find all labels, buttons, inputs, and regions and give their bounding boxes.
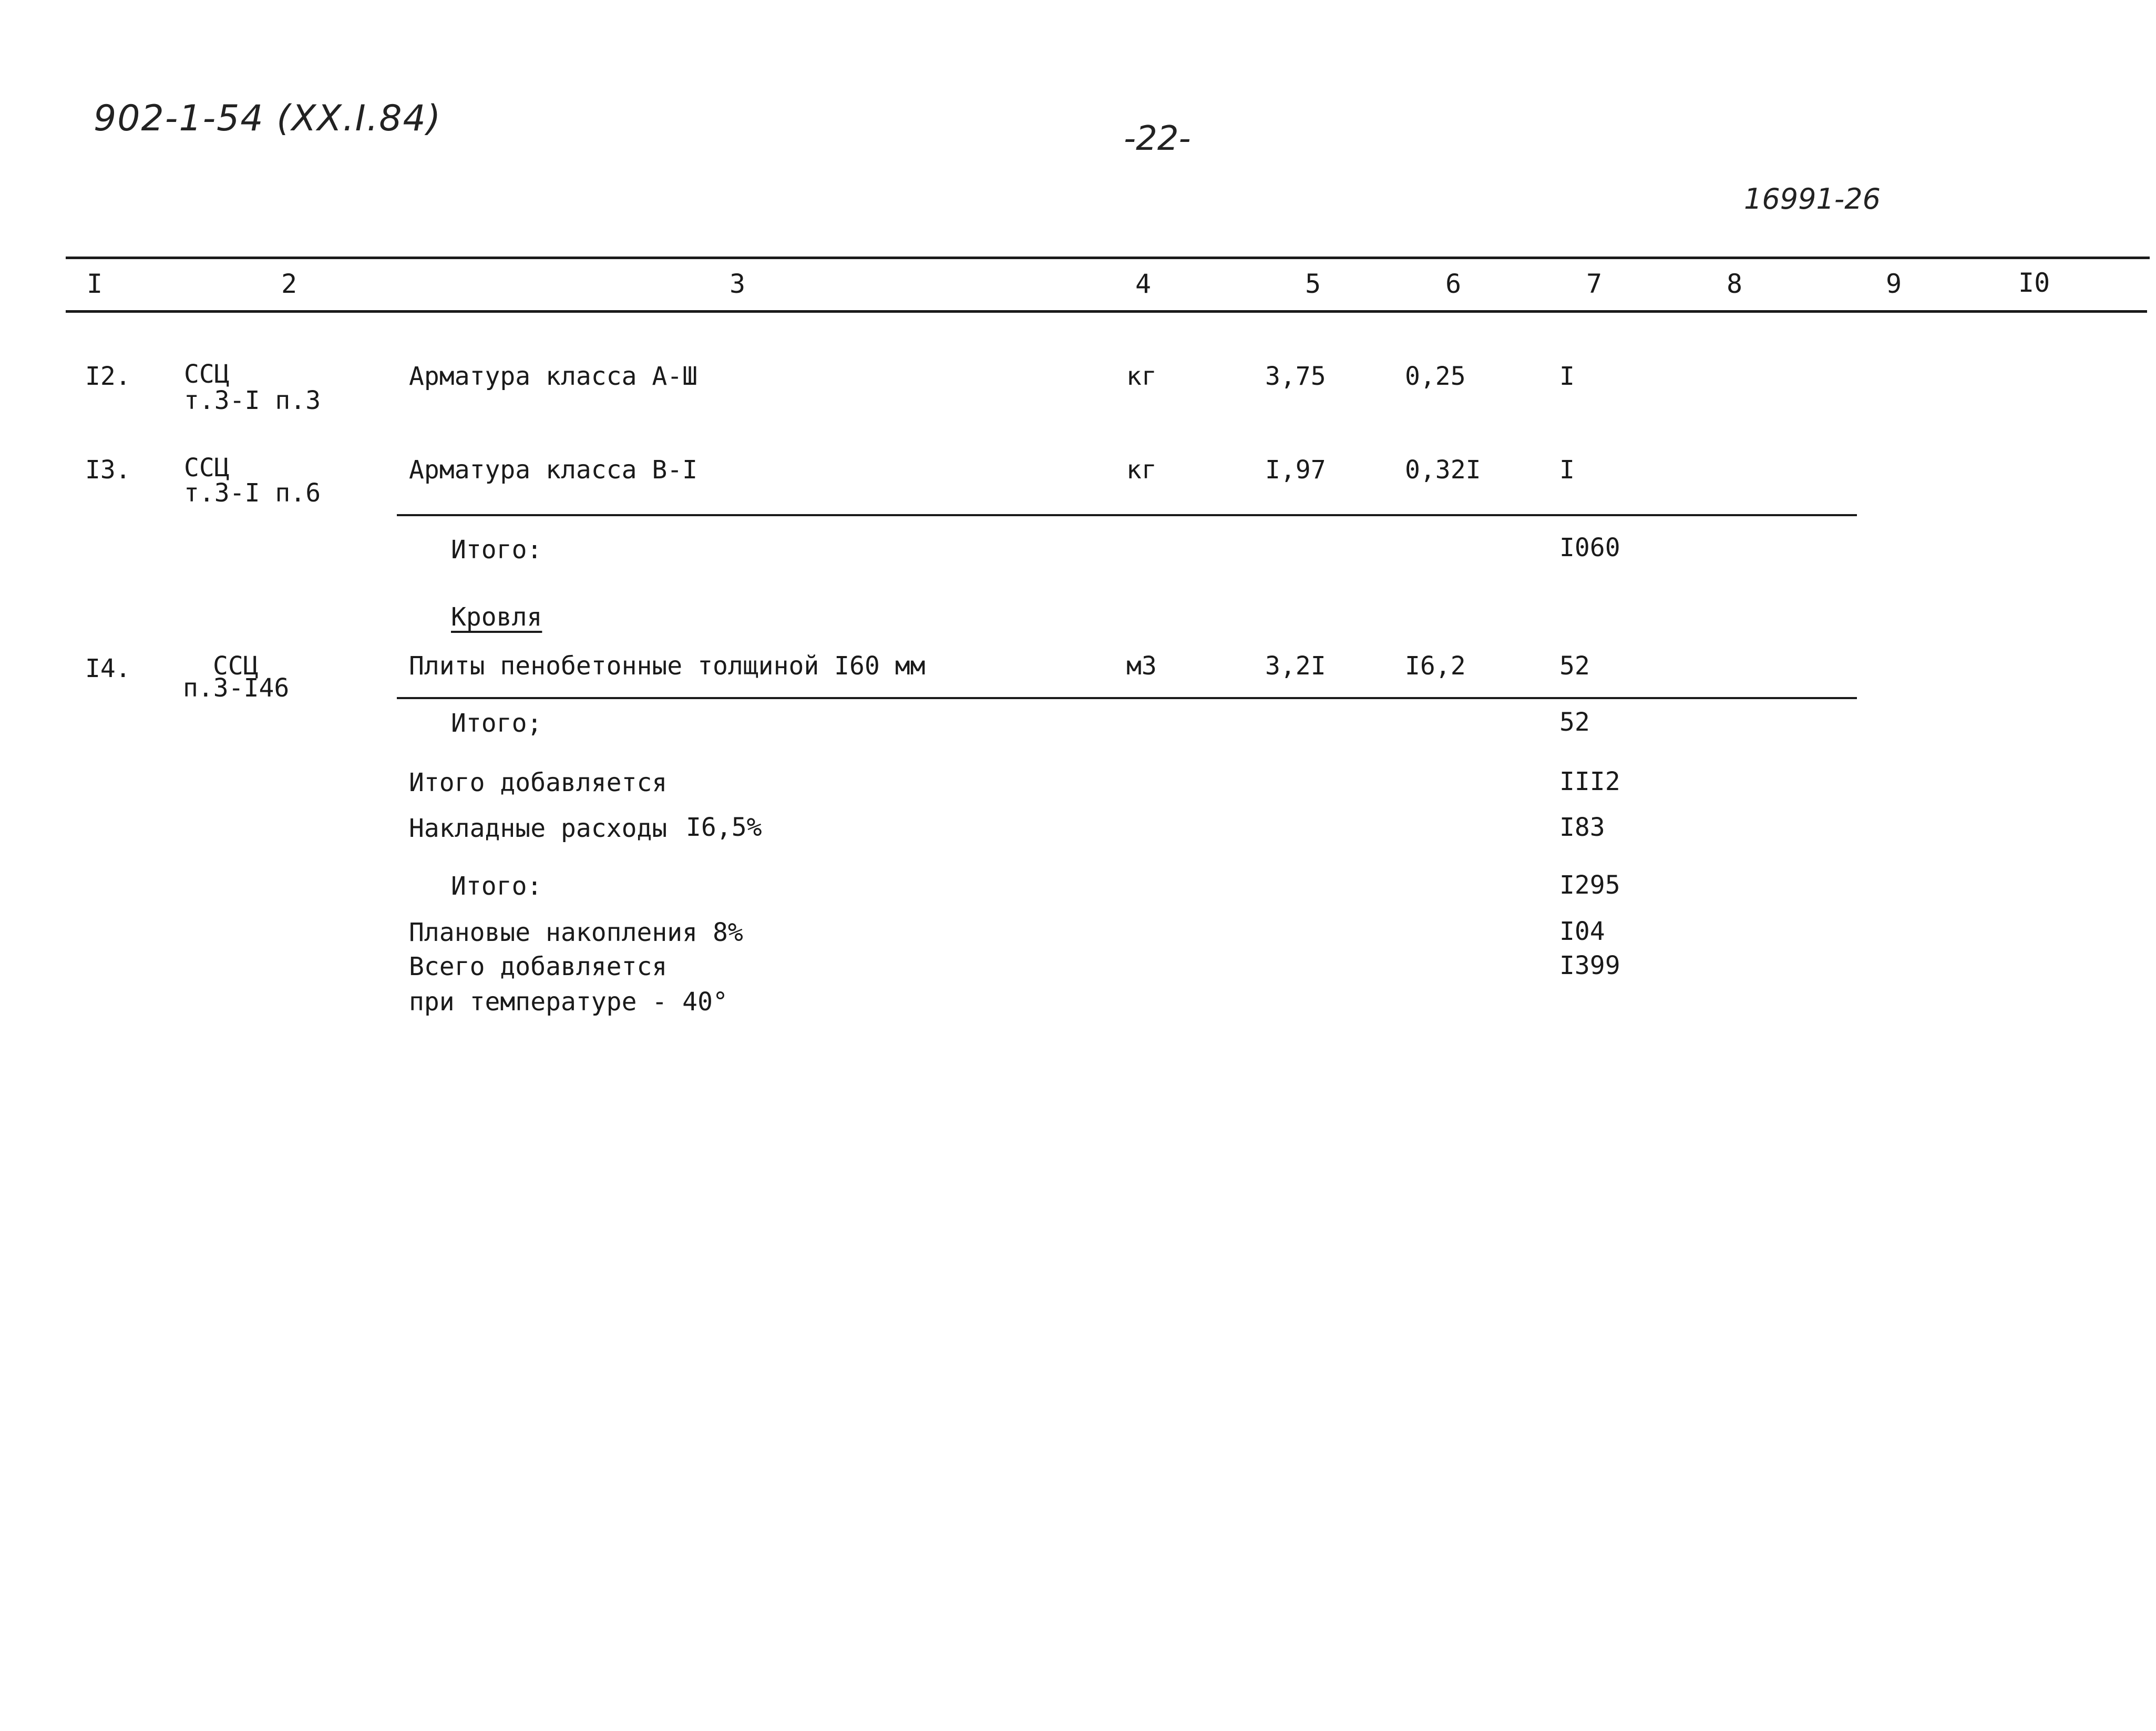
total-label: при температуре - 40° <box>409 987 728 1017</box>
table-top-rule <box>66 257 2150 259</box>
col6-value: 0,32I <box>1405 455 1481 485</box>
total-value: I295 <box>1559 870 1620 900</box>
total-value: I04 <box>1559 917 1605 946</box>
col6-value: I6,2 <box>1405 651 1466 681</box>
subtotal-rule <box>397 697 1857 699</box>
item-name: Арматура класса А-Ш <box>409 362 698 391</box>
row-number: I2. <box>85 362 131 391</box>
total-value: III2 <box>1559 767 1620 796</box>
subtotal-label: Итого: <box>451 535 542 565</box>
column-header: 9 <box>1886 269 1902 299</box>
column-header: 8 <box>1727 269 1743 299</box>
col5-value: 3,2I <box>1265 651 1326 681</box>
row-number: I3. <box>85 455 131 485</box>
price-source: ССЦ <box>184 453 230 483</box>
price-source: ССЦ <box>213 651 259 681</box>
row-number: I4. <box>85 654 131 683</box>
column-header: 5 <box>1305 269 1321 299</box>
unit: кг <box>1126 455 1157 485</box>
subtotal-value: 52 <box>1559 708 1590 737</box>
total-label: Всего добавляется <box>409 952 668 981</box>
unit: м3 <box>1126 651 1157 681</box>
column-header: 7 <box>1586 269 1603 299</box>
total-label: Накладные расходы <box>409 814 668 843</box>
column-header: I0 <box>2018 268 2050 298</box>
col5-value: 3,75 <box>1265 362 1326 391</box>
col7-value: 52 <box>1559 651 1590 681</box>
price-source-ref: т.3-I п.3 <box>184 386 321 415</box>
column-header: 4 <box>1135 269 1152 299</box>
sheet-reference: 16991-26 <box>1744 182 1881 216</box>
subtotal-rule <box>397 514 1857 516</box>
price-source: ССЦ <box>184 360 230 389</box>
total-label: Плановые накопления 8% <box>409 918 743 947</box>
column-header: 3 <box>730 269 746 299</box>
column-header: 2 <box>281 269 297 299</box>
column-header: I <box>87 269 103 299</box>
col6-value: 0,25 <box>1405 362 1466 391</box>
document-code: 902-1-54 (XX.I.84) <box>94 98 442 139</box>
col5-value: I,97 <box>1265 455 1326 485</box>
total-label: Итого: <box>451 872 542 901</box>
total-value: I399 <box>1559 951 1620 980</box>
price-source-ref: т.3-I п.6 <box>184 478 321 508</box>
subtotal-label: Итого; <box>451 709 542 738</box>
page-number: -22- <box>1124 119 1191 158</box>
column-header: 6 <box>1445 269 1462 299</box>
overhead-rate: I6,5% <box>686 813 762 842</box>
table-header-rule <box>66 310 2147 313</box>
item-name: Плиты пенобетонные толщиной I60 мм <box>409 651 926 681</box>
col7-value: I <box>1559 362 1575 391</box>
total-label: Итого добавляется <box>409 768 668 797</box>
item-name: Арматура класса В-I <box>409 455 698 485</box>
total-value: I83 <box>1559 813 1605 842</box>
col7-value: I <box>1559 455 1575 485</box>
section-title: Кровля <box>451 602 542 632</box>
unit: кг <box>1126 362 1157 391</box>
price-source-ref: п.3-I46 <box>183 673 290 703</box>
subtotal-value: I060 <box>1559 533 1620 562</box>
